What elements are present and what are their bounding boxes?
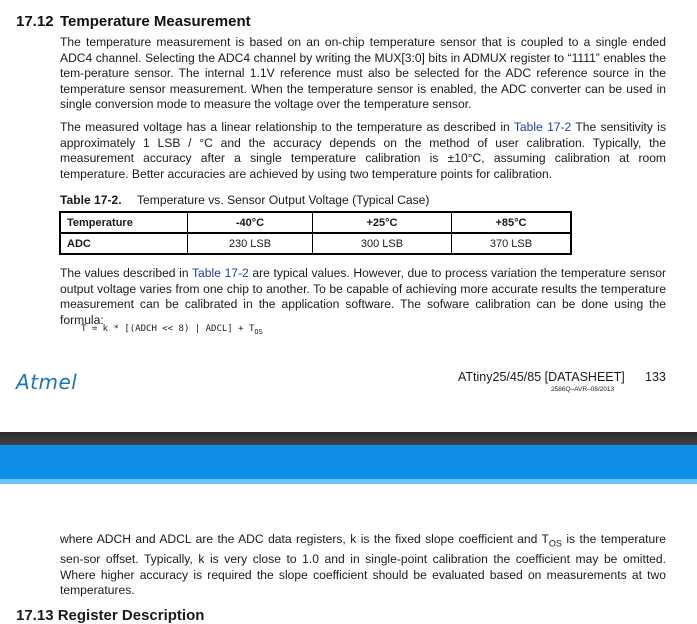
offset-paragraph (60, 532, 666, 599)
text: are typical values. However, due to process variation the temperature sensor output voltage varies from one chip to another. To be capable of achieving more accurate results the temperature measurement can be calibrated in the application software. The sofware calibration can be done using the formula: (60, 266, 666, 327)
next-section-heading: 17.13 Register Description (16, 607, 205, 624)
sensitivity-paragraph (60, 120, 666, 182)
section-heading (16, 13, 251, 30)
text: The values described in (60, 266, 193, 280)
table-caption (60, 193, 429, 207)
text: where ADCH and ADCL are the ADC data registers, k is the fixed slope coefficient and T (60, 532, 549, 546)
table-cell: 370 LSB (452, 233, 572, 254)
table-caption-text: Temperature vs. Sensor Output Voltage (Typical Case) (137, 193, 430, 207)
table-caption-label: Table 17-2. (60, 193, 122, 207)
formula-subscript: OS (254, 327, 263, 336)
table-header-cell: -40°C (188, 212, 313, 233)
calibration-paragraph (60, 266, 666, 328)
text: The sensitivity is approximately 1 LSB / °C and the accuracy depends on the method of user calibration. Typically, the measurement accuracy after a single temperature calibration is ±10°C, assuming calibration at room temperature. Better accuracies are achieved by using two temperature points for calibration. (60, 120, 666, 181)
table-header-cell: Temperature (60, 212, 188, 233)
table-row (60, 233, 571, 254)
table-header-cell: +25°C (313, 212, 452, 233)
temperature-table (59, 211, 572, 255)
footer-title: ATtiny25/45/85 [DATASHEET] (458, 370, 625, 384)
table-header-row (60, 212, 571, 233)
calibration-formula (81, 324, 263, 336)
table-link[interactable]: Table 17-2 (513, 120, 572, 134)
formula-text: T = k * [(ADCH << 8) | ADCL] + T (81, 324, 255, 334)
table-header-cell: +85°C (452, 212, 572, 233)
section-number: 17.12 (16, 13, 54, 30)
table-cell: ADC (60, 233, 188, 254)
atmel-logo: Atmel (16, 370, 78, 394)
table-cell: 230 LSB (188, 233, 313, 254)
text: is the temperature sen-sor offset. Typically, k is very close to 1.0 and in single-point calibration the coefficient may be omitted. Where higher accuracy is required the slope coefficient should be evaluated based on measurements at two temperatures. (60, 532, 666, 598)
document-id: 2586Q–AVR–08/2013 (551, 386, 615, 393)
page-break-band (0, 445, 697, 479)
table-link[interactable]: Table 17-2 (192, 266, 249, 280)
table-cell: 300 LSB (313, 233, 452, 254)
text: The measured voltage has a linear relationship to the temperature as described in (60, 120, 514, 134)
page-number: 133 (645, 370, 666, 384)
subscript: OS (548, 538, 562, 549)
intro-paragraph: The temperature measurement is based on an on-chip temperature sensor that is coupled to a single ended ADC4 channel. Selecting the ADC4 channel by writing the MUX[3:0] bits in ADMUX register to “1111” enables the tem-perature sensor. The internal 1.1V reference must also be selected for the ADC reference source in the temperature sensor measurement. When the temperature sensor is enabled, the ADC converter can be used in single conversion mode to measure the voltage over the temperature sensor. (60, 35, 666, 112)
section-title: Temperature Measurement (60, 13, 251, 30)
page-break-shadow (0, 432, 697, 445)
